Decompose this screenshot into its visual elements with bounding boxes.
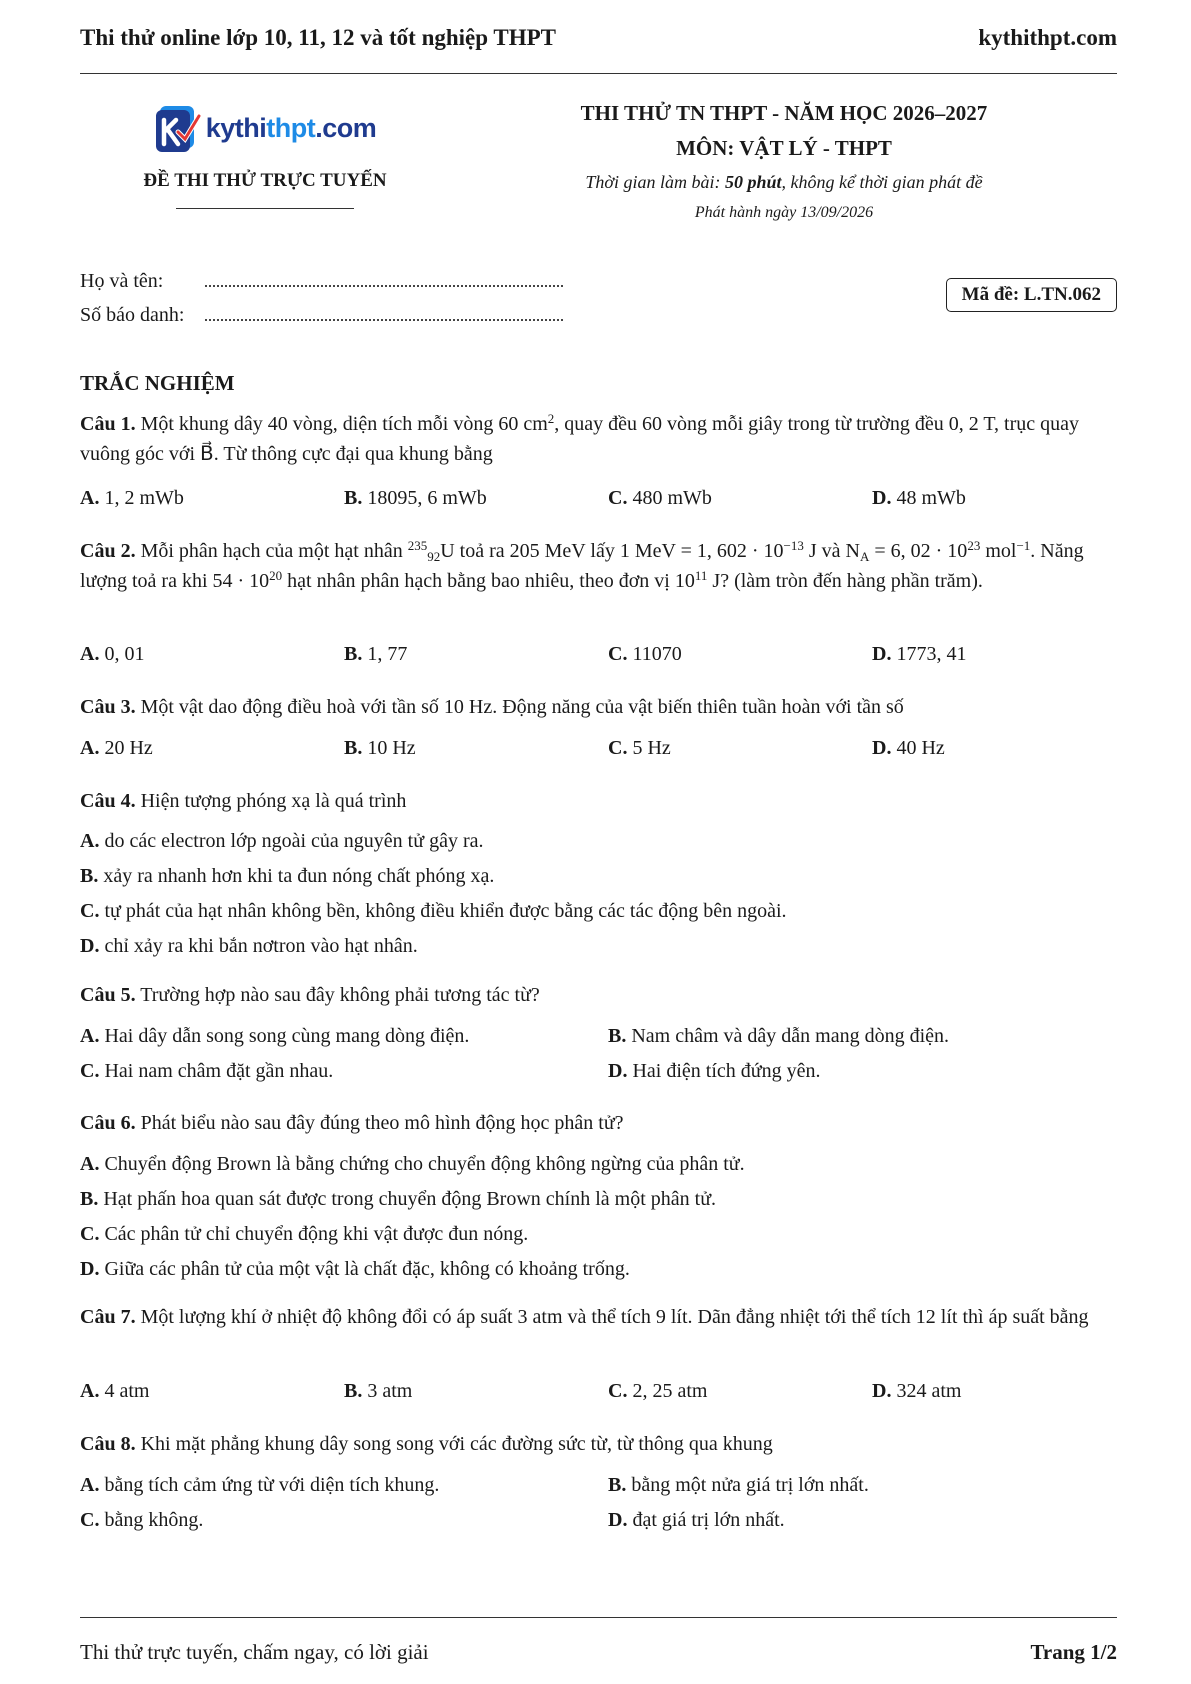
option-text: 48 mWb	[896, 487, 966, 509]
logo-text-part3: .com	[315, 112, 377, 143]
online-exam-title: ĐỀ THI THỬ TRỰC TUYẾN	[143, 170, 387, 191]
option-d[interactable]	[872, 1380, 961, 1403]
header-rule	[80, 73, 1117, 74]
question-text: Trường hợp nào sau đây không phải tương tác từ?	[135, 984, 540, 1006]
option-text: 2, 25 atm	[632, 1380, 708, 1402]
option-b[interactable]	[344, 487, 487, 510]
option-letter: C.	[608, 643, 628, 665]
option-text: Hai dây dẫn song song cùng mang dòng điện.	[104, 1025, 470, 1047]
question-text: J? (làm tròn đến hàng phần trăm).	[707, 570, 983, 592]
option-text: Hai điện tích đứng yên.	[632, 1060, 821, 1082]
question-label: Câu 8.	[80, 1433, 136, 1455]
exam-page	[80, 0, 1117, 1684]
option-a[interactable]	[80, 1025, 469, 1048]
option-text: Nam châm và dây dẫn mang dòng điện.	[631, 1025, 950, 1047]
option-b[interactable]	[608, 1474, 869, 1497]
superscript: 2	[547, 411, 555, 426]
question-label: Câu 2.	[80, 540, 136, 562]
question-7	[80, 1302, 1117, 1332]
option-c[interactable]	[80, 1509, 203, 1532]
section-title: TRẮC NGHIỆM	[80, 371, 235, 395]
header-left: Thi thử online lớp 10, 11, 12 và tốt nghiệp THPT	[80, 25, 556, 50]
question-label: Câu 6.	[80, 1112, 136, 1134]
option-letter: B.	[80, 1188, 99, 1210]
logo-text	[206, 113, 377, 144]
option-letter: D.	[608, 1509, 628, 1531]
option-a[interactable]	[80, 487, 184, 510]
option-a[interactable]	[80, 1153, 745, 1176]
option-letter: D.	[872, 1380, 892, 1402]
student-info	[80, 264, 563, 332]
option-letter: B.	[344, 1380, 363, 1402]
option-letter: B.	[344, 487, 363, 509]
question-text: Khi mặt phẳng khung dây song song với các đường sức từ, từ thông qua khung	[135, 1433, 773, 1455]
option-text: 1, 77	[367, 643, 408, 665]
option-letter: C.	[80, 1060, 100, 1082]
option-a[interactable]	[80, 737, 153, 760]
option-letter: A.	[80, 487, 100, 509]
superscript: −13	[783, 538, 804, 553]
option-c[interactable]	[80, 1223, 528, 1246]
option-letter: C.	[80, 900, 100, 922]
question-label: Câu 1.	[80, 413, 136, 435]
exam-title: THI THỬ TN THPT - NĂM HỌC 2026–2027	[580, 101, 988, 125]
question-text: Một lượng khí ở nhiệt độ không đổi có áp suất 3 atm và thể tích 9 lít. Dãn đẳng nhiệt tới thể tích 12 lít thì áp suất bằng	[135, 1306, 1089, 1328]
logo-icon	[154, 102, 202, 154]
option-c[interactable]	[80, 900, 787, 923]
name-label: Họ và tên:	[80, 270, 164, 292]
option-letter: A.	[80, 1474, 100, 1496]
option-c[interactable]	[80, 1060, 333, 1083]
question-label: Câu 7.	[80, 1306, 136, 1328]
question-text: Phát biểu nào sau đây đúng theo mô hình động học phân tử?	[135, 1112, 624, 1134]
question-text: Một khung dây 40 vòng, diện tích mỗi vòng 60 cm	[135, 413, 548, 435]
option-text: 480 mWb	[632, 487, 712, 509]
option-text: 1773, 41	[896, 643, 967, 665]
option-text: 10 Hz	[367, 737, 416, 759]
question-2	[80, 536, 1117, 596]
option-text: 20 Hz	[104, 737, 153, 759]
option-text: 324 atm	[896, 1380, 962, 1402]
question-text: Một vật dao động điều hoà với tần số 10 Hz. Động năng của vật biến thiên tuần hoàn với tần số	[135, 696, 904, 718]
subscript: A	[859, 549, 870, 564]
question-4	[80, 786, 1117, 816]
superscript: 23	[967, 538, 981, 553]
option-text: do các electron lớp ngoài của nguyên tử gây ra.	[104, 830, 484, 852]
question-text: U toả ra 205 MeV lấy 1 MeV = 1, 602 · 10	[440, 540, 784, 562]
option-letter: A.	[80, 1025, 100, 1047]
footer-slogan: Thi thử trực tuyến, chấm ngay, có lời giải	[80, 1640, 429, 1664]
superscript: 11	[694, 568, 708, 583]
option-text: tự phát của hạt nhân không bền, không điều khiển được bằng các tác động bên ngoài.	[104, 900, 787, 922]
option-a[interactable]	[80, 1380, 149, 1403]
option-d[interactable]	[872, 737, 945, 760]
option-d[interactable]	[608, 1509, 785, 1532]
question-3	[80, 692, 1117, 722]
option-text: chỉ xảy ra khi bắn nơtron vào hạt nhân.	[104, 935, 418, 957]
option-b[interactable]	[344, 737, 416, 760]
option-text: 40 Hz	[896, 737, 945, 759]
option-text: 11070	[632, 643, 682, 665]
option-letter: D.	[80, 935, 100, 957]
question-text: . Năng lượng toả ra khi 54 · 10	[80, 540, 1084, 592]
page-footer	[80, 1640, 1117, 1665]
option-b[interactable]	[80, 865, 494, 888]
option-letter: B.	[80, 865, 99, 887]
option-text: Hai nam châm đặt gần nhau.	[104, 1060, 334, 1082]
option-a[interactable]	[80, 1474, 439, 1497]
id-label: Số báo danh:	[80, 304, 185, 326]
brand-block	[135, 100, 395, 209]
exam-subject: MÔN: VẬT LÝ - THPT	[676, 136, 892, 160]
option-letter: B.	[608, 1474, 627, 1496]
question-8	[80, 1429, 1117, 1459]
issue-date: Phát hành ngày 13/09/2026	[694, 204, 874, 221]
option-letter: B.	[608, 1025, 627, 1047]
question-text: hạt nhân phân hạch bằng bao nhiêu, theo đơn vị 10	[282, 570, 695, 592]
duration-suffix: , không kể thời gian phát đề	[781, 172, 983, 192]
option-text: đạt giá trị lớn nhất.	[632, 1509, 785, 1531]
logo-text-part1: kythi	[205, 112, 267, 143]
option-letter: B.	[344, 643, 363, 665]
option-text: 4 atm	[104, 1380, 150, 1402]
option-b[interactable]	[344, 1380, 412, 1403]
header-site: kythithpt.com	[978, 25, 1117, 50]
option-letter: C.	[608, 1380, 628, 1402]
option-text: 0, 01	[104, 643, 145, 665]
option-letter: A.	[80, 643, 100, 665]
question-text: , quay đều 60 vòng mỗi giây trong từ trường đều 0, 2 T, trục quay vuông góc với B⃗. Từ thông cực đại qua khung bằng	[80, 413, 1080, 465]
option-letter: C.	[608, 487, 628, 509]
exam-duration	[550, 166, 1018, 198]
option-d[interactable]	[608, 1060, 820, 1083]
option-text: Giữa các phân tử của một vật là chất đặc, không có khoảng trống.	[104, 1258, 630, 1280]
option-letter: D.	[872, 487, 892, 509]
option-b[interactable]	[608, 1025, 949, 1048]
question-label: Câu 5.	[80, 984, 136, 1006]
option-text: 18095, 6 mWb	[367, 487, 487, 509]
option-c[interactable]	[608, 737, 671, 760]
question-text: Mỗi phân hạch của một hạt nhân	[135, 540, 408, 562]
option-text: bằng tích cảm ứng từ với diện tích khung.	[104, 1474, 440, 1496]
superscript: −1	[1016, 538, 1031, 553]
option-letter: A.	[80, 1153, 100, 1175]
question-5	[80, 980, 1117, 1010]
option-letter: D.	[872, 643, 892, 665]
option-text: 3 atm	[367, 1380, 413, 1402]
page-number: Trang 1/2	[1030, 1640, 1117, 1664]
question-6	[80, 1108, 1117, 1138]
exam-code-box: Mã đề: L.TN.062	[946, 278, 1117, 312]
option-c[interactable]	[608, 1380, 707, 1403]
duration-value: 50 phút	[725, 172, 782, 192]
question-text: mol	[980, 540, 1017, 562]
footer-rule	[80, 1617, 1117, 1618]
option-text: 5 Hz	[632, 737, 671, 759]
question-label: Câu 3.	[80, 696, 136, 718]
option-a[interactable]	[80, 830, 484, 853]
option-text: 1, 2 mWb	[104, 487, 184, 509]
option-letter: A.	[80, 737, 100, 759]
duration-prefix: Thời gian làm bài:	[585, 172, 725, 192]
option-d[interactable]	[872, 487, 966, 510]
option-letter: A.	[80, 830, 100, 852]
option-letter: D.	[608, 1060, 628, 1082]
option-text: Chuyển động Brown là bằng chứng cho chuyển động không ngừng của phân tử.	[104, 1153, 745, 1175]
superscript: 20	[269, 568, 283, 583]
option-text: bằng một nửa giá trị lớn nhất.	[631, 1474, 869, 1496]
option-letter: C.	[608, 737, 628, 759]
option-letter: D.	[80, 1258, 100, 1280]
option-c[interactable]	[608, 487, 712, 510]
option-letter: A.	[80, 1380, 100, 1402]
atomic-number: 92	[427, 549, 441, 564]
question-label: Câu 4.	[80, 790, 136, 812]
option-b[interactable]	[344, 643, 407, 666]
option-a[interactable]	[80, 643, 144, 666]
option-c[interactable]	[608, 643, 682, 666]
logo-text-part2: thpt	[266, 112, 316, 143]
question-text: J và N	[803, 540, 860, 562]
question-text: Hiện tượng phóng xạ là quá trình	[135, 790, 407, 812]
question-text: = 6, 02 · 10	[869, 540, 968, 562]
option-d[interactable]	[872, 643, 966, 666]
option-text: xảy ra nhanh hơn khi ta đun nóng chất phóng xạ.	[103, 865, 495, 887]
name-field[interactable]	[205, 269, 563, 287]
mass-number: 235	[407, 538, 428, 553]
option-d[interactable]	[80, 935, 418, 958]
page-header	[80, 20, 1117, 56]
option-d[interactable]	[80, 1258, 630, 1281]
option-letter: C.	[80, 1509, 100, 1531]
option-letter: D.	[872, 737, 892, 759]
option-letter: B.	[344, 737, 363, 759]
option-text: bằng không.	[104, 1509, 204, 1531]
option-b[interactable]	[80, 1188, 716, 1211]
title-underline	[176, 208, 354, 209]
option-text: Hạt phấn hoa quan sát được trong chuyển động Brown chính là một phân tử.	[103, 1188, 717, 1210]
site-logo	[135, 100, 395, 156]
exam-info	[550, 96, 1018, 228]
student-id-field[interactable]	[205, 303, 563, 321]
option-letter: C.	[80, 1223, 100, 1245]
question-1	[80, 409, 1117, 469]
option-text: Các phân tử chỉ chuyển động khi vật được đun nóng.	[104, 1223, 529, 1245]
